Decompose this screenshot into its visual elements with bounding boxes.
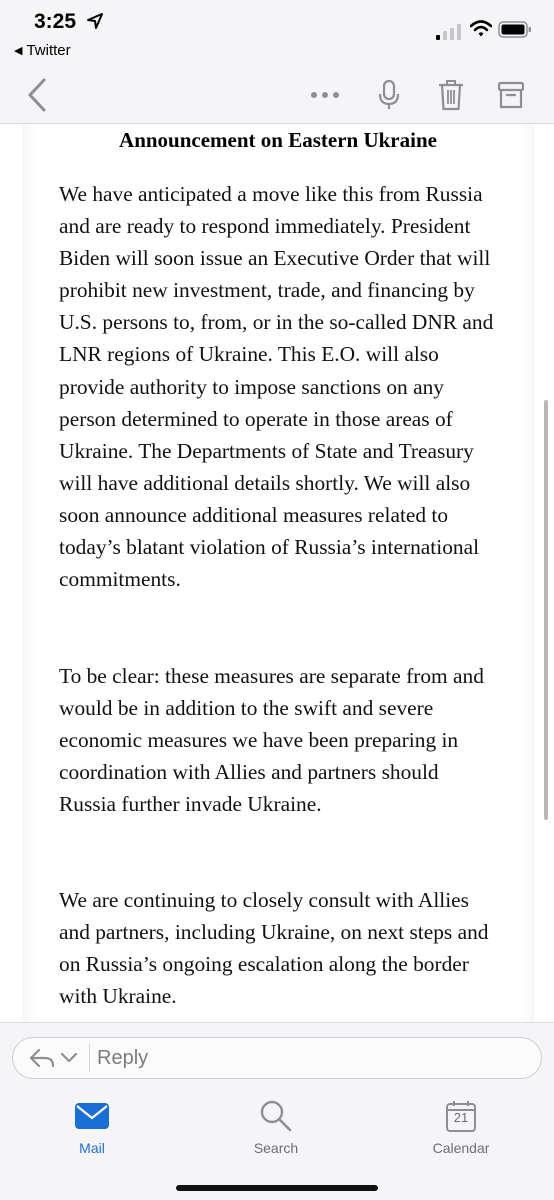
back-triangle-icon: ◀	[14, 45, 23, 57]
page-shadow-right	[520, 124, 534, 1022]
home-indicator[interactable]	[176, 1185, 378, 1191]
tab-mail-label: Mail	[79, 1140, 105, 1156]
tab-mail[interactable]	[37, 1096, 147, 1156]
reply-bar	[0, 1022, 554, 1090]
reply-arrow-icon	[29, 1047, 55, 1069]
back-button[interactable]	[18, 76, 56, 114]
reply-field[interactable]	[12, 1037, 542, 1079]
tab-calendar[interactable]	[406, 1096, 516, 1156]
more-button[interactable]	[306, 76, 344, 114]
archive-icon	[498, 81, 524, 109]
page-shadow-left	[22, 124, 36, 1022]
location-arrow-icon	[86, 12, 104, 30]
email-paragraph-1: We have anticipated a move like this from Russia and are ready to respond immediately. President Biden will soon issue an Executive Order that will prohibit new investment, trade, and financing by U.S. persons to, from, or in the so-called DNR and LNR regions of Ukraine. This E.O. will also provide authority to impose sanctions on any person determined to operate in those areas of Ukraine. The Departments of State and Treasury will have additional details shortly. We will also soon announce additional measures related to today’s blatant violation of Russia’s international commitments.	[59, 182, 494, 592]
mail-icon	[72, 1096, 112, 1136]
battery-icon	[498, 21, 532, 38]
back-to-app-button[interactable]	[14, 42, 71, 59]
calendar-day-number: 21	[453, 1110, 469, 1125]
more-icon	[310, 91, 340, 99]
email-body[interactable]	[36, 124, 520, 1022]
tab-search[interactable]	[221, 1096, 331, 1156]
wifi-icon	[470, 20, 492, 38]
mail-toolbar	[0, 66, 554, 124]
search-icon	[256, 1096, 296, 1136]
email-paragraph-2: To be clear: these measures are separate from and would be in addition to the swift and severe economic measures we have been preparing in coordination with Allies and partners should Russia further invade Ukraine.	[59, 664, 484, 817]
reply-options[interactable]	[29, 1047, 77, 1069]
reply-divider	[89, 1044, 90, 1072]
tab-search-label: Search	[253, 1140, 299, 1156]
dictation-button[interactable]	[370, 76, 408, 114]
chevron-down-icon	[61, 1053, 77, 1063]
reply-placeholder: Reply	[97, 1047, 149, 1069]
archive-button[interactable]	[492, 76, 530, 114]
tab-bar	[0, 1090, 554, 1200]
status-time: 3:25	[34, 10, 77, 33]
tab-calendar-label: Calendar	[432, 1140, 490, 1156]
trash-button[interactable]	[432, 76, 470, 114]
back-app-label: Twitter	[26, 42, 71, 59]
email-paragraph-3: We are continuing to closely consult with Allies and partners, including Ukraine, on next steps and on Russia’s ongoing escalation along the border with Ukraine.	[59, 888, 489, 1009]
back-chevron-icon	[26, 78, 48, 112]
status-bar	[0, 0, 554, 66]
email-heading: Announcement on Eastern Ukraine	[119, 128, 437, 152]
calendar-icon	[441, 1096, 481, 1136]
scrollbar[interactable]	[544, 400, 548, 820]
microphone-icon	[378, 79, 400, 111]
signal-icon	[436, 24, 462, 40]
trash-icon	[438, 79, 464, 111]
